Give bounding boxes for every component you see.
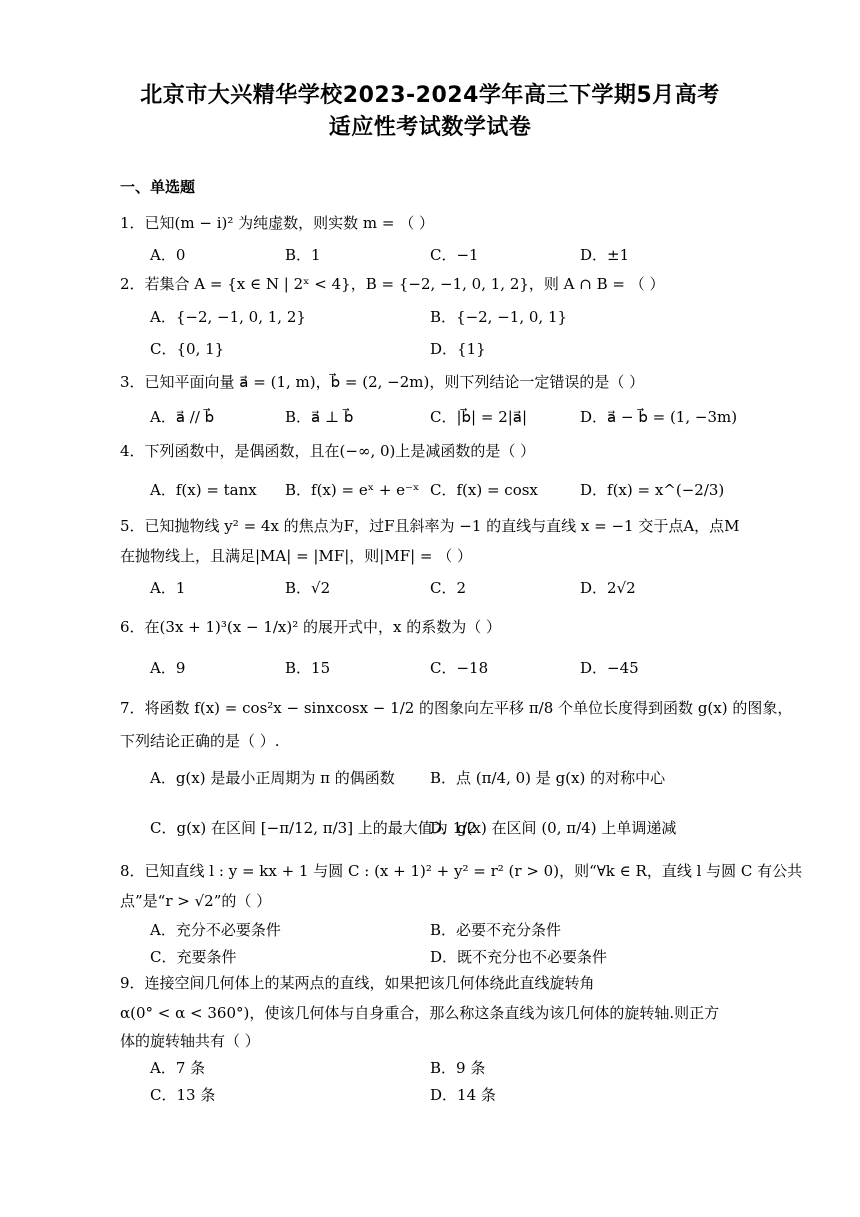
question-9-stem-line-2: α(0° < α < 360°)，使该几何体与自身重合，那么称这条直线为该几何体的旋转轴.则正方: [120, 1004, 720, 1022]
question-3-stem: 3．已知平面向量 a⃗ = (1, m)，b⃗ = (2, −2m)，则下列结论一定错误的是（ ）: [120, 373, 645, 391]
exam-title-line-2: 适应性考试数学试卷: [328, 115, 532, 140]
question-6-stem: 6．在(3x + 1)³(x − 1/x)² 的展开式中，x 的系数为（ ）: [120, 618, 502, 636]
question-4-option-c: C．f(x) = cosx: [430, 481, 538, 499]
question-3-option-a: A．a⃗ // b⃗: [150, 408, 215, 426]
question-8-option-a: A．充分不必要条件: [150, 921, 281, 939]
question-8-option-c: C．充要条件: [150, 948, 237, 966]
question-1-stem: 1．已知(m − i)² 为纯虚数，则实数 m = （ ）: [120, 214, 435, 232]
question-7-option-b: B．点 (π/4, 0) 是 g(x) 的对称中心: [430, 769, 666, 787]
question-7-option-d: D．g(x) 在区间 (0, π/4) 上单调递减: [430, 819, 677, 837]
question-2-stem: 2．若集合 A = {x ∈ N | 2ˣ < 4}，B = {−2, −1, 0, 1, 2}，则 A ∩ B = （ ）: [120, 275, 665, 293]
question-9-stem-line-3: 体的旋转轴共有（ ）: [120, 1032, 260, 1050]
question-4-stem: 4．下列函数中，是偶函数，且在(−∞, 0)上是减函数的是（ ）: [120, 442, 536, 460]
section-heading: 一、单选题: [120, 178, 196, 196]
question-3-option-b: B．a⃗ ⊥ b⃗: [285, 408, 354, 426]
question-2-option-d: D．{1}: [430, 340, 486, 358]
question-6-option-b: B．15: [285, 659, 331, 677]
question-1-option-b: B．1: [285, 246, 321, 264]
question-4-option-d: D．f(x) = x^(−2/3): [580, 481, 725, 499]
question-6-option-a: A．9: [150, 659, 186, 677]
question-6-option-c: C．−18: [430, 659, 489, 677]
question-6-option-d: D．−45: [580, 659, 639, 677]
question-1-option-c: C．−1: [430, 246, 479, 264]
question-9-option-a: A．7 条: [150, 1059, 206, 1077]
question-4-option-a: A．f(x) = tanx: [150, 481, 257, 499]
question-1-option-a: A．0: [150, 246, 186, 264]
question-8-option-b: B．必要不充分条件: [430, 921, 562, 939]
question-2-option-b: B．{−2, −1, 0, 1}: [430, 308, 568, 326]
question-5-stem-line-2: 在抛物线上，且满足|MA| = |MF|，则|MF| = （ ）: [120, 547, 473, 565]
question-9-option-b: B．9 条: [430, 1059, 486, 1077]
question-8-stem-line-2: 点”是“r > √2”的（ ）: [120, 892, 272, 910]
question-7-option-c: C．g(x) 在区间 [−π/12, π/3] 上的最大值为 1/2: [150, 819, 477, 837]
question-5-option-c: C．2: [430, 579, 467, 597]
question-1-option-d: D．±1: [580, 246, 630, 264]
question-2-option-c: C．{0, 1}: [150, 340, 225, 358]
question-2-option-a: A．{−2, −1, 0, 1, 2}: [150, 308, 306, 326]
question-9-stem-line-1: 9．连接空间几何体上的某两点的直线，如果把该几何体绕此直线旋转角: [120, 974, 595, 992]
question-3-option-c: C．|b⃗| = 2|a⃗|: [430, 408, 528, 426]
question-9-option-c: C．13 条: [150, 1086, 216, 1104]
question-5-option-b: B．√2: [285, 579, 331, 597]
question-5-stem-line-1: 5．已知抛物线 y² = 4x 的焦点为F，过F且斜率为 −1 的直线与直线 x = −1 交于点A，点M: [120, 517, 740, 535]
question-8-stem-line-1: 8．已知直线 l : y = kx + 1 与圆 C : (x + 1)² + y² = r² (r > 0)，则“∀k ∈ R，直线 l 与圆 C 有公共: [120, 862, 803, 880]
question-8-option-d: D．既不充分也不必要条件: [430, 948, 608, 966]
question-7-option-a: A．g(x) 是最小正周期为 π 的偶函数: [150, 769, 395, 787]
exam-title-line-1: 北京市大兴精华学校2023-2024学年高三下学期5月高考: [140, 83, 720, 108]
question-7-stem-line-2: 下列结论正确的是（ ）.: [120, 732, 280, 750]
question-9-option-d: D．14 条: [430, 1086, 496, 1104]
question-5-option-d: D．2√2: [580, 579, 636, 597]
question-3-option-d: D．a⃗ − b⃗ = (1, −3m): [580, 408, 738, 426]
question-5-option-a: A．1: [150, 579, 186, 597]
question-7-stem-line-1: 7．将函数 f(x) = cos²x − sinxcosx − 1/2 的图象向左平移 π/8 个单位长度得到函数 g(x) 的图象，: [120, 699, 793, 717]
question-4-option-b: B．f(x) = eˣ + e⁻ˣ: [285, 481, 420, 499]
